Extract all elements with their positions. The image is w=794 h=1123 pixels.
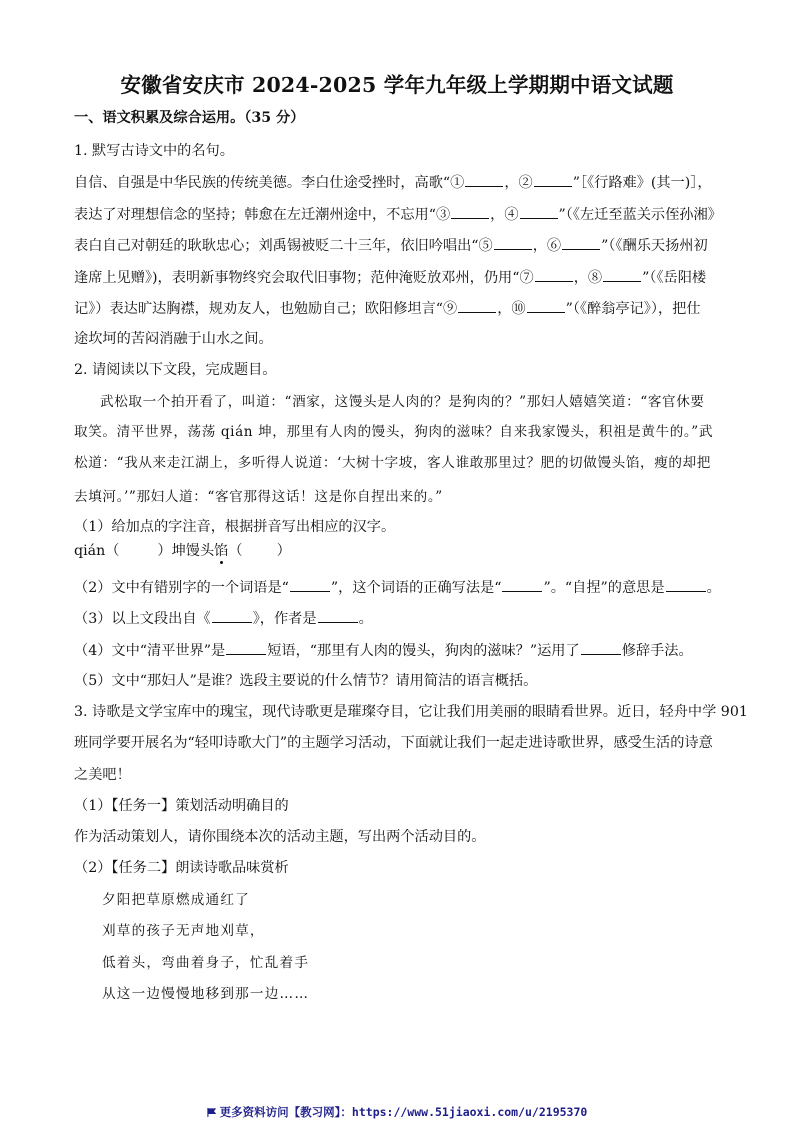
q2-text: qián（ bbox=[74, 543, 120, 559]
passage-line-4: 去填河。’”那妇人道：“客官那得这话！这是你自捏出来的。” bbox=[74, 489, 443, 505]
blank-4[interactable] bbox=[520, 204, 558, 219]
q2-text: ） bbox=[276, 543, 291, 559]
flag-icon bbox=[207, 1108, 216, 1117]
passage-line-2: 取笑。清平世界，荡荡 qián 坤，那里有人肉的馒头，狗肉的滋味？自来我家馒头，积祖是黄牛的。”武 bbox=[74, 424, 714, 440]
q3-task-2: （2）【任务二】朗读诗歌品味赏析 bbox=[74, 860, 289, 876]
blank-phrase-type[interactable] bbox=[226, 640, 266, 655]
q2-text: 修辞手法。 bbox=[621, 643, 693, 659]
q1-line-4 bbox=[74, 267, 706, 288]
poem-line-2: 刈草的孩子无声地刈草， bbox=[102, 923, 265, 939]
q3-line-2: 班同学要开展名为“轻叩诗歌大门”的主题学习活动，下面就让我们一起走进诗歌世界，感受生活的诗意 bbox=[74, 735, 713, 751]
q2-label: 2. 请阅读以下文段，完成题目。 bbox=[74, 362, 277, 378]
blank-5[interactable] bbox=[494, 235, 532, 250]
poem-line-3: 低着头，弯曲着身子，忙乱着手 bbox=[102, 955, 310, 971]
blank-author[interactable] bbox=[318, 608, 358, 623]
q2-sub-4 bbox=[74, 640, 693, 661]
blank-9[interactable] bbox=[458, 298, 496, 313]
q1-text: ”（《左迁至蓝关示侄孙湘》 bbox=[558, 207, 722, 223]
q1-text: ”［《行路难》(其一)］， bbox=[572, 175, 712, 191]
q1-line-2 bbox=[74, 204, 722, 225]
q1-text: ”（《醉翁亭记》），把仕 bbox=[565, 301, 701, 317]
q2-text: ”。“自捏”的意思是 bbox=[543, 580, 665, 596]
q1-text: 逢席上见赠》)，表明新事物终究会取代旧事物；范仲淹贬放邓州，仍用“⑦ bbox=[74, 270, 534, 286]
blank-correct-word[interactable] bbox=[502, 577, 542, 592]
q1-line-3 bbox=[74, 235, 708, 256]
q1-line-6: 途坎坷的苦闷消融于山水之间。 bbox=[74, 331, 273, 347]
q1-line-1 bbox=[74, 172, 712, 193]
q1-text: ”（《岳阳楼 bbox=[642, 270, 707, 286]
q2-text: （2）文中有错别字的一个词语是“ bbox=[74, 580, 289, 596]
q2-sub-2 bbox=[74, 577, 721, 598]
blank-3[interactable] bbox=[451, 204, 489, 219]
section-heading: 一、语文积累及综合运用。（35 分） bbox=[74, 110, 305, 126]
q1-text: ”（《酬乐天扬州初 bbox=[601, 238, 708, 254]
q1-text: 自信、自强是中华民族的传统美德。李白仕途受挫时，高歌“① bbox=[74, 175, 465, 191]
poem-line-4: 从这一边慢慢地移到那一边…… bbox=[102, 986, 310, 1002]
passage-line-1: 武松取一个拍开看了，叫道：“酒家，这馒头是人肉的？是狗肉的？”那妇人嬉嬉笑道：“客官休要 bbox=[100, 394, 705, 410]
q1-text: ，④ bbox=[490, 207, 519, 223]
q2-sub-5: （5）文中“那妇人”是谁？选段主要说的什么情节？请用简洁的语言概括。 bbox=[74, 673, 538, 689]
q3-task-1-prompt: 作为活动策划人，请你围绕本次的活动主题，写出两个活动目的。 bbox=[74, 829, 486, 845]
q2-text: 。 bbox=[706, 580, 721, 596]
blank-8[interactable] bbox=[603, 267, 641, 282]
q2-text: 》，作者是 bbox=[252, 611, 317, 627]
q3-line-3: 之美吧！ bbox=[74, 767, 131, 783]
q1-text: ，⑥ bbox=[532, 238, 562, 254]
passage-line-3: 松道：“我从来走江湖上，多听得人说道：‘大树十字坡，客人谁敢那里过？肥的切做馒头馅，瘦的却把 bbox=[74, 455, 711, 471]
q2-text: 短语，“那里有人肉的馒头，狗肉的滋味？”运用了 bbox=[267, 643, 580, 659]
blank-6[interactable] bbox=[562, 235, 600, 250]
q1-text: 表达了对理想信念的坚持；韩愈在左迁潮州途中，不忘用“③ bbox=[74, 207, 451, 223]
blank-wrong-word[interactable] bbox=[290, 577, 330, 592]
q1-text: ，② bbox=[504, 175, 533, 191]
blank-2[interactable] bbox=[534, 172, 572, 187]
q1-text: 记》）表达旷达胸襟，规劝友人，也勉励自己；欧阳修坦言“⑨ bbox=[74, 301, 458, 317]
q1-text: ，⑧ bbox=[573, 270, 603, 286]
q1-text: 表白自己对朝廷的耿耿忠心；刘禹锡被贬二十三年，依旧吟唱出“⑤ bbox=[74, 238, 493, 254]
q2-sub-1: （1）给加点的字注音，根据拼音写出相应的汉字。 bbox=[74, 519, 396, 535]
q2-text: （ bbox=[228, 543, 243, 559]
q3-task-1: （1）【任务一】策划活动明确目的 bbox=[74, 798, 289, 814]
q2-sub-1-answer bbox=[74, 541, 291, 561]
blank-7[interactable] bbox=[535, 267, 573, 282]
footer-text: 更多资料访问【教习网】：https://www.51jiaoxi.com/u/2195370 bbox=[219, 1105, 588, 1119]
blank-10[interactable] bbox=[527, 298, 565, 313]
q2-sub-3 bbox=[74, 608, 373, 629]
blank-book[interactable] bbox=[212, 608, 252, 623]
blank-1[interactable] bbox=[465, 172, 503, 187]
footer-link[interactable] bbox=[0, 1104, 794, 1120]
q3-line-1: 3. 诗歌是文学宝库中的瑰宝，现代诗歌更是璀璨夺目，它让我们用美丽的眼睛看世界。近日，轻舟中学 901 bbox=[74, 704, 748, 720]
poem-line-1: 夕阳把草原燃成通红了 bbox=[102, 892, 250, 908]
q2-text: ”，这个词语的正确写法是“ bbox=[330, 580, 502, 596]
q1-line-5 bbox=[74, 298, 701, 319]
page-title: 安徽省安庆市 2024-2025 学年九年级上学期期中语文试题 bbox=[120, 73, 674, 97]
q1-label: 1. 默写古诗文中的名句。 bbox=[74, 143, 234, 159]
blank-meaning[interactable] bbox=[666, 577, 706, 592]
blank-rhetoric[interactable] bbox=[581, 640, 621, 655]
q2-text: 。 bbox=[358, 611, 373, 627]
q1-text: ，⑩ bbox=[497, 301, 526, 317]
q2-text: （4）文中“清平世界”是 bbox=[74, 643, 226, 659]
q2-text: ）坤馒头 bbox=[157, 543, 215, 559]
q2-text: （3）以上文段出自《 bbox=[74, 611, 211, 627]
dotted-char: 馅 bbox=[214, 543, 229, 559]
